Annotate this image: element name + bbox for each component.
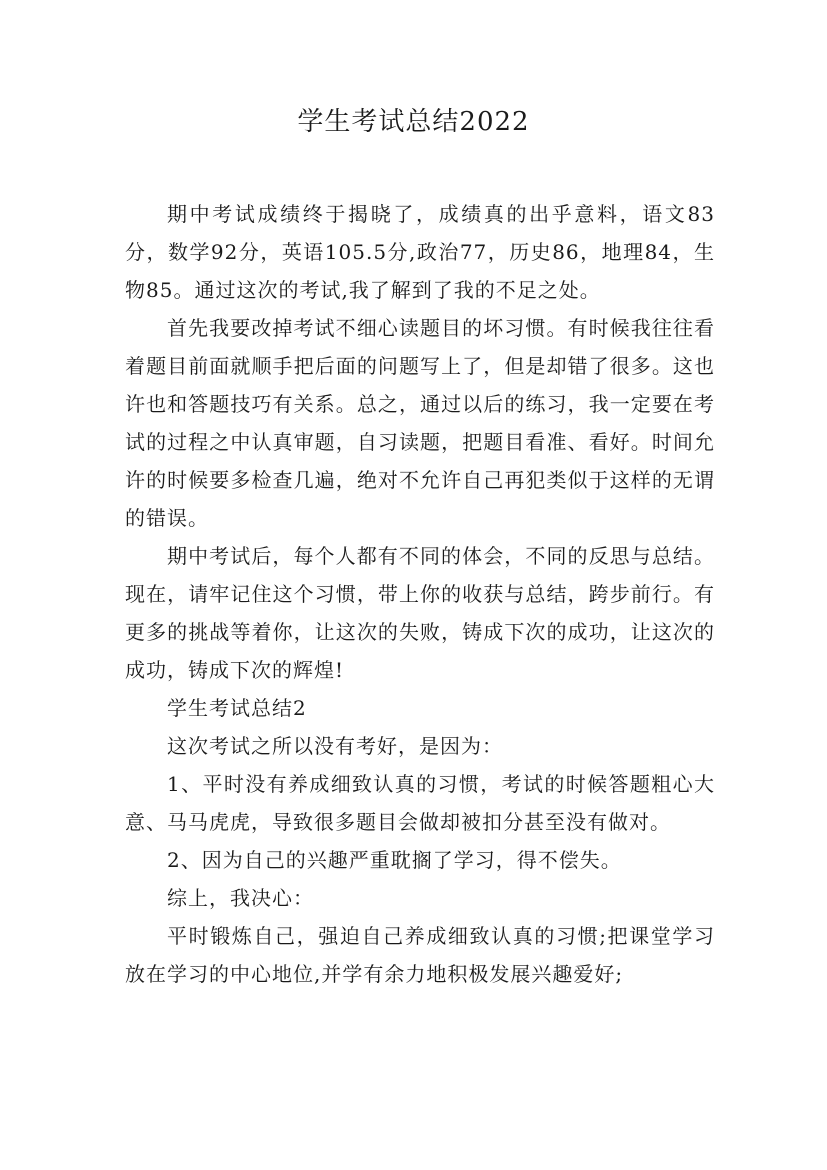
paragraph-resolution: 平时锻炼自己，强迫自己养成细致认真的习惯;把课堂学习放在学习的中心地位,并学有余力地积极发展兴趣爱好; [125, 924, 715, 986]
paragraph-exam-results: 期中考试成绩终于揭晓了，成绩真的出乎意料，语文83分，数学92分，英语105.5分,政治77，历史86，地理84，生物85。通过这次的考试,我了解到了我的不足之处。 [125, 202, 715, 302]
paragraph-reflection: 期中考试后，每个人都有不同的体会，不同的反思与总结。现在，请牢记住这个习惯，带上你的收获与总结，跨步前行。有更多的挑战等着你，让这次的失败，铸成下次的成功，让这次的成功，铸成下次的辉煌! [125, 544, 715, 682]
document-body [125, 195, 715, 993]
paragraph-reason-1: 1、平时没有养成细致认真的习惯，考试的时候答题粗心大意、马马虎虎，导致很多题目会做却被扣分甚至没有做对。 [125, 772, 715, 834]
section-heading-summary-2: 学生考试总结2 [167, 696, 307, 720]
paragraph-reason-2: 2、因为自己的兴趣严重耽搁了学习，得不偿失。 [167, 848, 622, 872]
paragraph-careless-habit: 首先我要改掉考试不细心读题目的坏习惯。有时候我往往看着题目前面就顺手把后面的问题写上了，但是却错了很多。这也许也和答题技巧有关系。总之，通过以后的练习，我一定要在考试的过程之中认真审题，自习读题，把题目看准、看好。时间允许的时候要多检查几遍，绝对不允许自己再犯类似于这样的无谓的错误。 [125, 316, 715, 530]
paragraph-resolution-intro: 综上，我决心： [167, 886, 314, 910]
paragraph-reasons-intro: 这次考试之所以没有考好，是因为： [167, 734, 503, 758]
document-title: 学生考试总结2022 [297, 107, 530, 137]
